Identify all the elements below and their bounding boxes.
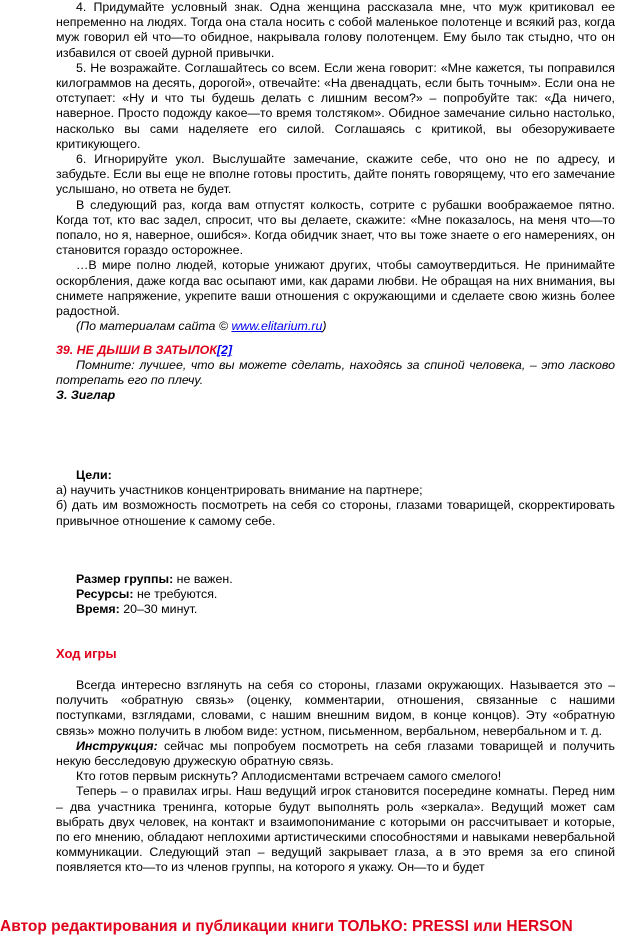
goals-label: Цели:: [76, 468, 112, 482]
goal-b: б) дать им возможность посмотреть на себя со стороны, глазами товарищей, скорректировать привычное отношение к самому себе.: [56, 498, 615, 528]
publisher-footer: Автор редактирования и публикации книги ТОЛЬКО: PRESSI или HERSON: [0, 918, 573, 935]
goals-block: [56, 468, 615, 529]
source-note: (По материалам сайта © www.elitarium.ru): [76, 319, 327, 334]
progress-block: [56, 678, 615, 876]
resources-line: Ресурсы: не требуются.: [76, 587, 218, 602]
progress-paragraph-2: Кто готов первым рискнуть? Аплодисментами встречаем самого смелого!: [76, 769, 502, 784]
tip-5: 5. Не возражайте. Соглашайтесь со всем. Если жена говорит: «Мне кажется, ты поправился килограммов на десять, дорогой», отвечайте: «На двенадцать, если быть точным». Если она не отступает: «Ну и что ты будешь делать с лишним весом?» – попробуйте так: «Да ничего, наверное. Просто подожду какое—то время толстяком». Обидное замечание сильно настолько, насколько вы сами наделяете его силой. Соглашаясь с критикой, вы обезоруживаете критикующего.: [56, 60, 615, 151]
progress-paragraph-3: Теперь – о правилах игры. Наш ведущий игрок становится посередине комнаты. Перед ним – два участника тренинга, которые будут выполнять роль «зеркала». Ведущий может сам выбрать двух человек, на контакт и взаимопонимание с которыми он рассчитывает и которые, по его мнению, обладают неплохими артистическими способностями и навыками невербальной коммуникации. Следующий этап – ведущий закрывает глаза, а в это время за его спиной появляется кто—то из членов группы, на которого я укажу. Он—то и будет: [56, 784, 615, 875]
game-title: 39. НЕ ДЫШИ В ЗАТЫЛОК[2]: [56, 343, 233, 357]
intro-block: [56, 0, 615, 334]
goal-a: а) научить участников концентрировать внимание на партнере;: [56, 483, 423, 498]
epigraph: Помните: лучшее, что вы можете сделать, находясь за спиной человека, – это ласково потрепать его по плечу.: [56, 358, 615, 388]
reference-link[interactable]: [2]: [216, 343, 233, 357]
progress-title: Ход игры: [56, 646, 117, 661]
progress-paragraph-1: Всегда интересно взглянуть на себя со стороны, глазами окружающих. Называется это – получить «обратную связь» (оценку, комментарии, отношения, связанные с нашими поступками, взглядами, словами, с нашим внешним видом, в конце концов). Эту «обратную связь» можно получить в любом виде: устном, письменном, вербальном, невербальном и т. д.: [56, 678, 615, 738]
world-paragraph: …В мире полно людей, которые унижают других, чтобы самоутвердиться. Не принимайте оскорбления, даже когда вас осыпают ими, как дарами любви. Не обращая на них внимания, вы снимете напряжение, укрепите ваши отношения с окружающими и сделаете свою жизнь более радостной.: [56, 258, 615, 319]
epigraph-author: З. Зиглар: [56, 388, 116, 403]
time-line: Время: 20–30 минут.: [76, 602, 198, 617]
params-block: [56, 572, 615, 618]
tip-6: 6. Игнорируйте укол. Выслушайте замечание, скажите себе, что оно не по адресу, и забудьте. Если вы еще не вполне готовы простить, дайте понять говорящему, что его замечание услышано, но ответа не будет.: [56, 152, 615, 197]
instruction-paragraph: Инструкция: сейчас мы попробуем посмотреть на себя глазами товарищей и получить некую бесследовую дружескую обратную связь.: [56, 738, 615, 769]
game-header: [56, 343, 615, 404]
source-link[interactable]: www.elitarium.ru: [231, 319, 323, 334]
next-time-paragraph: В следующий раз, когда вам отпустят колкость, сотрите с рубашки воображаемое пятно. Когда тот, кто вас задел, спросит, что вы делаете, скажите: «Мне показалось, на меня что—то попало, но я, наверное, ошибся». Когда обидчик знает, что вы тоже знаете о его намерениях, он становится гораздо осторожнее.: [56, 197, 615, 258]
tip-4: 4. Придумайте условный знак. Одна женщина рассказала мне, что муж критиковал ее непременно на людях. Тогда она стала носить с собой маленькое полотенце и всякий раз, когда муж говорил ей что—то обидное, накрывала голову полотенцем. Ему было так стыдно, что он избавился от своей дурной привычки.: [56, 0, 615, 60]
group-size-line: Размер группы: не важен.: [76, 572, 233, 586]
